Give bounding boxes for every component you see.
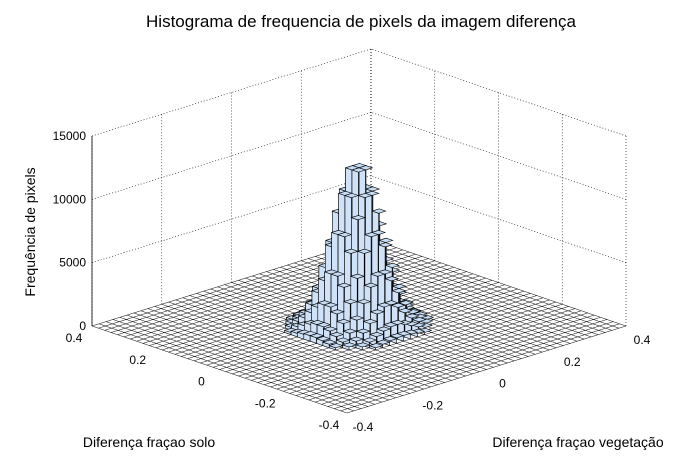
x-tick-label: 0: [198, 374, 205, 389]
z-tick-label: 5000: [59, 255, 86, 270]
z-axis-label: Frequência de pixels: [22, 167, 38, 297]
x-tick-label: 0.2: [129, 352, 147, 367]
histogram-bars: [285, 163, 434, 350]
x-tick-label: -0.2: [254, 396, 276, 411]
y-tick-label: 0.4: [633, 333, 651, 347]
z-tick-label: 0: [79, 319, 86, 333]
z-tick-label: 10000: [52, 192, 86, 207]
x-axis-label: Diferença fraçao solo: [82, 434, 216, 450]
y-tick-label: 0.2: [563, 354, 581, 369]
x-tick-label: 0.4: [65, 331, 83, 345]
y-tick-label: -0.4: [352, 420, 374, 434]
y-tick-label: 0: [499, 376, 506, 391]
y-tick-label: -0.2: [422, 398, 444, 413]
chart-title: Histograma de frequencia de pixels da imagem diferença: [146, 12, 576, 31]
y-axis-label: Diferença fraçao vegetação: [492, 434, 664, 450]
z-tick-label: 15000: [52, 129, 86, 143]
x-tick-label: -0.4: [318, 418, 340, 432]
